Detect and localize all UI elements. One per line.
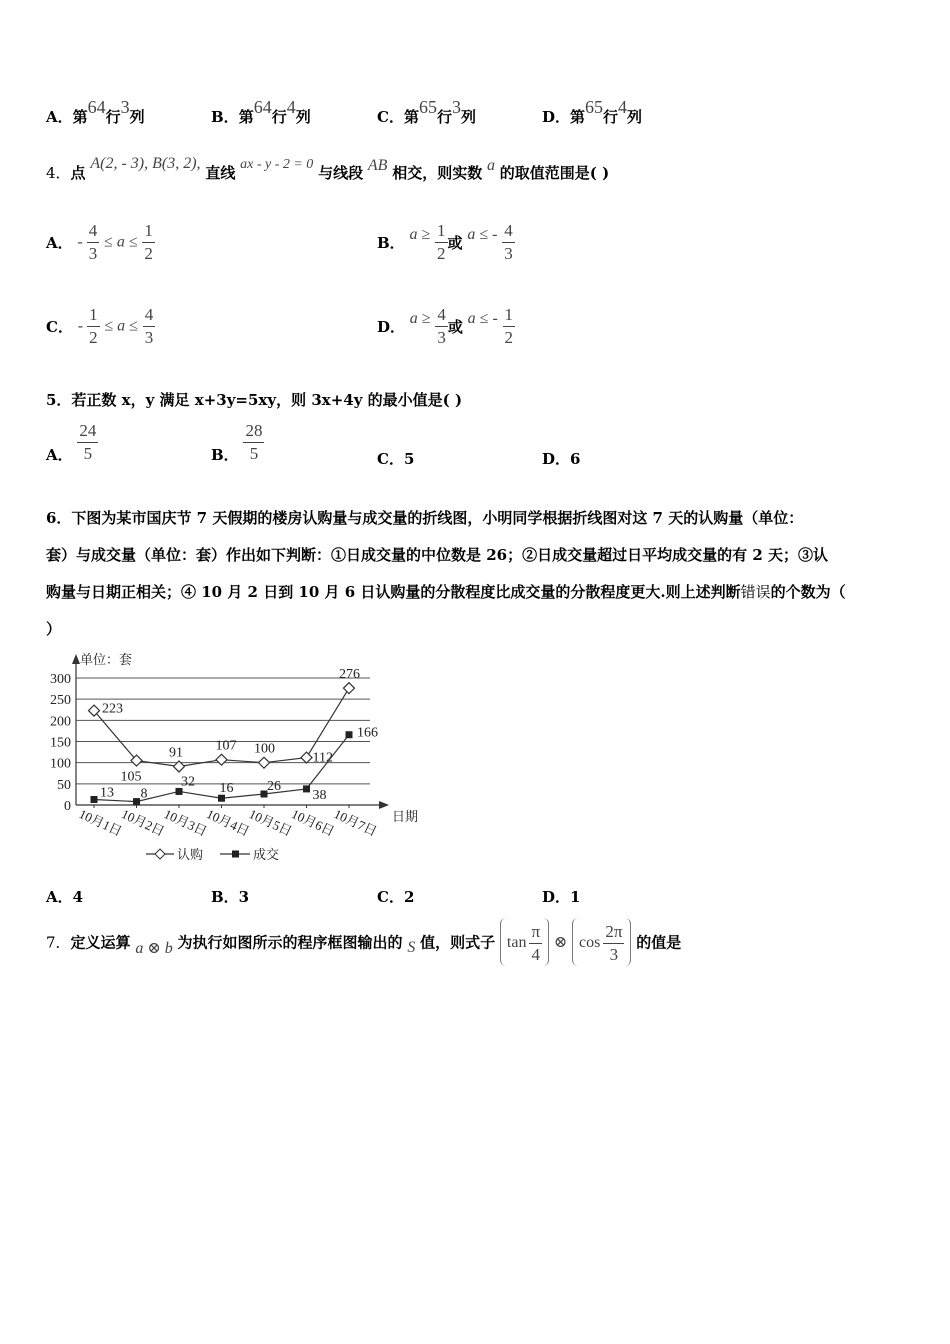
- data-label: 107: [215, 738, 237, 754]
- data-label: 105: [120, 769, 142, 785]
- point-认购: [301, 752, 312, 763]
- q4-stem: 4．点 A(2, - 3), B(3, 2), 直线 ax - y - 2 = 0 与线段 AB 相交，则实数 a 的取值范围是( ): [46, 155, 610, 182]
- y-tick-label: 300: [50, 672, 71, 687]
- q6-line-2: 套）与成交量（单位：套）作出如下判断：①日成交量的中位数是 26；②日成交量超过日平均成交量的有 2 天；③认: [46, 546, 828, 564]
- q5-option-c: C．5: [377, 450, 415, 468]
- y-tick-label: 150: [50, 735, 71, 751]
- q6-line-3: 购量与日期正相关；④ 10 月 2 日到 10 月 6 日认购量的分散程度比成交量的分散程度更大.则上述判断错误的个数为（: [46, 583, 846, 601]
- q6-option-b: B．3: [211, 888, 250, 906]
- x-tick-label: 10月5日: [246, 806, 295, 839]
- data-label: 16: [219, 781, 234, 797]
- point-成交: [346, 731, 353, 738]
- fraction: $\frac{4}{3}$: [88, 221, 98, 263]
- q6-option-c: C．2: [377, 888, 415, 906]
- fraction: $\frac{1}{2}$: [504, 305, 514, 347]
- point-认购: [216, 754, 227, 765]
- x-tick-label: 10月1日: [76, 806, 125, 839]
- point-成交: [303, 785, 310, 792]
- paren-group-cos: cos $\frac{2\pi}{3}$: [572, 918, 631, 966]
- line-chart: [40, 648, 440, 868]
- legend-marker-成交: [232, 851, 239, 858]
- x-axis-arrow: [379, 801, 389, 809]
- data-label: 91: [169, 745, 183, 761]
- q6-option-d: D．1: [542, 888, 581, 906]
- y-tick-label: 250: [50, 693, 71, 709]
- q3-option-c: C．第65行3列: [377, 97, 476, 126]
- x-tick-label: 10月7日: [331, 806, 380, 839]
- legend-label: 认购: [177, 847, 204, 862]
- data-label: 26: [267, 778, 281, 794]
- fraction: $\frac{4}{3}$: [144, 305, 154, 347]
- y-tick-label: 0: [64, 799, 71, 814]
- data-label: 223: [102, 701, 123, 717]
- q7-stem: 7．定义运算 a ⊗ b 为执行如图所示的程序框图输出的 S 值，则式子 tan $\frac{\pi}{4}$ ⊗ cos $\frac{2\pi}{3}$ 的值是: [46, 918, 681, 966]
- point-成交: [133, 798, 140, 805]
- data-label: 276: [339, 667, 360, 683]
- fraction: $\frac{4}{3}$: [437, 305, 446, 347]
- point-认购: [259, 757, 270, 768]
- y-tick-label: 100: [50, 756, 71, 772]
- q6-line-4: ）: [46, 620, 62, 638]
- q5-option-a: A． $\frac{24}{5}$: [46, 421, 97, 464]
- q3-option-b: B．第64行4列: [211, 97, 311, 126]
- fraction: $\frac{24}{5}$: [79, 421, 97, 463]
- data-label: 112: [312, 750, 333, 766]
- paren-group-tan: tan $\frac{\pi}{4}$: [500, 918, 549, 966]
- fraction: $\frac{28}{5}$: [245, 421, 263, 463]
- data-label: 100: [254, 741, 275, 757]
- q6-line-1: 6．下图为某市国庆节 7 天假期的楼房认购量与成交量的折线图，小明同学根据折线图对这 7 天的认购量（单位：: [46, 509, 804, 527]
- option-label: A．: [46, 108, 73, 126]
- q4-option-d: D． a ≥ $\frac{4}{3}$ 或 a ≤ - $\frac{1}{2}$: [377, 305, 514, 347]
- data-label: 38: [312, 787, 327, 803]
- q3-option-a: A．第64行3列: [46, 97, 145, 126]
- y-axis-arrow: [72, 654, 80, 664]
- q4-option-c: C． - $\frac{1}{2}$ ≤ a ≤ $\frac{4}{3}$: [46, 305, 154, 347]
- fraction: $\frac{1}{2}$: [89, 305, 98, 347]
- x-tick-label: 10月6日: [289, 806, 337, 839]
- q6-option-a: A．4: [46, 888, 84, 906]
- legend-marker-认购: [155, 849, 165, 859]
- data-label: 8: [140, 786, 148, 802]
- q5-stem: 5．若正数 x，y 满足 x+3y=5xy，则 3x+4y 的最小值是( ): [46, 391, 463, 409]
- data-label: 32: [181, 774, 195, 790]
- legend-label: 成交: [253, 847, 280, 862]
- fraction: $\frac{1}{2}$: [144, 221, 153, 263]
- fraction: $\frac{4}{3}$: [504, 221, 513, 263]
- point-成交: [91, 796, 98, 803]
- y-axis-label: 单位：套: [80, 652, 133, 667]
- q5-option-d: D．6: [542, 450, 581, 468]
- x-axis-label: 日期: [392, 809, 419, 824]
- point-认购: [344, 683, 355, 694]
- q4-option-b: B． a ≥ $\frac{1}{2}$ 或 a ≤ - $\frac{4}{3}$: [377, 221, 513, 263]
- x-tick-label: 10月4日: [204, 806, 252, 839]
- q3-option-d: D．第65行4列: [542, 97, 643, 126]
- fraction: $\frac{1}{2}$: [437, 221, 446, 263]
- y-tick-label: 200: [50, 714, 71, 730]
- data-label: 13: [100, 785, 114, 801]
- data-label: 166: [357, 725, 378, 741]
- x-tick-label: 10月3日: [161, 806, 210, 839]
- q4-option-a: A． - $\frac{4}{3}$ ≤ a ≤ $\frac{1}{2}$: [46, 221, 153, 263]
- x-tick-label: 10月2日: [119, 806, 167, 839]
- y-tick-label: 50: [57, 777, 71, 793]
- q5-option-b: B． $\frac{28}{5}$: [211, 421, 263, 464]
